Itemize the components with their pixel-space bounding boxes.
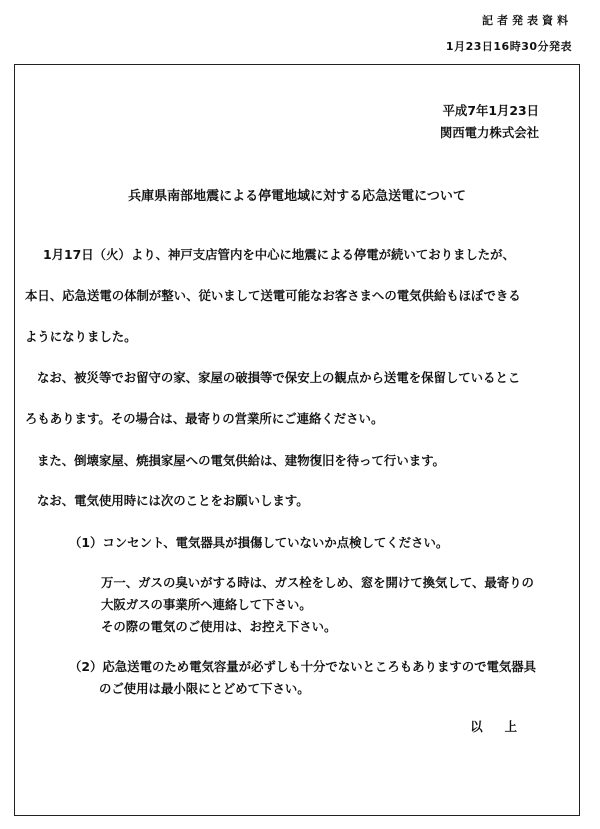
body-line: また、倒壊家屋、焼損家屋への電気供給は、建物復旧を待って行います。 [37,453,445,468]
body-line: なお、電気使用時には次のことをお願いします。 [37,493,309,508]
list-item-note: 万一、ガスの臭いがする時は、ガス栓をしめ、窓を開けて換気して、最寄りの [101,575,534,590]
letter-title: 兵庫県南部地震による停電地域に対する応急送電について [128,189,466,204]
closing-mark: 以上 [470,719,539,734]
list-item: （1）コンセント、電気器具が損傷していないか点検してください。 [69,535,449,550]
body-line: なお、被災等でお留守の家、家屋の破損等で保安上の観点から送電を保留しているとこ [37,370,521,385]
list-item: のご使用は最小限にとどめて下さい。 [99,681,310,696]
body-line: ようになりました。 [25,329,137,344]
release-time-label: 1月23日16時30分発表 [445,40,572,53]
release-type-label: 記者発表資料 [482,14,572,27]
letter-frame [14,64,580,816]
body-line: 1月17日（火）より、神戸支店管内を中心に地震による停電が続いておりましたが、 [43,247,515,262]
letter-date: 平成7年1月23日 [442,103,539,118]
list-item-note: 大阪ガスの事業所へ連絡して下さい。 [101,597,312,612]
body-line: ろもあります。その場合は、最寄りの営業所にご連絡ください。 [25,411,384,426]
body-line: 本日、応急送電の体制が整い、従いまして送電可能なお客さまへの電気供給もほぼできる [25,288,521,303]
list-item-note: その際の電気のご使用は、お控え下さい。 [101,619,337,634]
list-item: （2）応急送電のため電気容量が必ずしも十分でないところもありますので電気器具 [69,659,537,674]
company-name: 関西電力株式会社 [439,125,539,140]
